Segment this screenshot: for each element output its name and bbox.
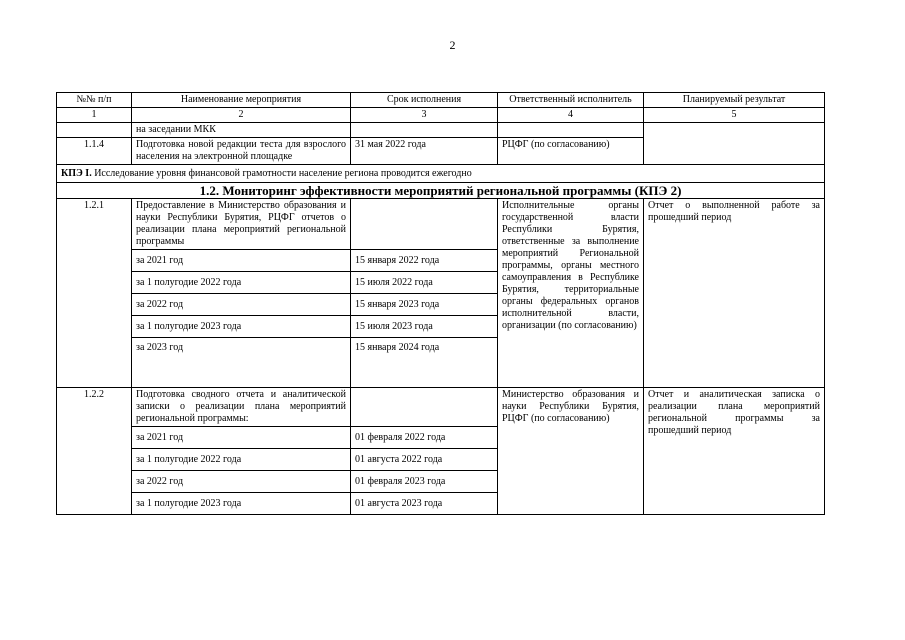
- period-label: за 2022 год: [132, 471, 351, 493]
- period-date: 15 июля 2023 года: [351, 316, 498, 338]
- header-deadline: Срок исполнения: [351, 93, 498, 108]
- col-number: 4: [498, 108, 644, 123]
- activity-name: Подготовка сводного отчета и аналитической записки о реализации плана мероприятий региональной программы:: [132, 388, 351, 427]
- period-label: за 1 полугодие 2022 года: [132, 272, 351, 294]
- activity-name: Предоставление в Министерство образования и науки Республики Бурятия, РЦФГ отчетов о реализации плана мероприятий региональной программы: [132, 199, 351, 250]
- period-date: 01 августа 2023 года: [351, 493, 498, 515]
- period-label: за 2021 год: [132, 250, 351, 272]
- col-number: 3: [351, 108, 498, 123]
- period-date: 15 января 2024 года: [351, 338, 498, 388]
- col-number: 5: [644, 108, 825, 123]
- kpe-label: КПЭ I.: [61, 168, 92, 179]
- row-number: 1.1.4: [57, 138, 132, 165]
- table-row: [57, 123, 825, 138]
- responsible: РЦФГ (по согласованию): [498, 138, 644, 165]
- page-number: 2: [449, 38, 456, 52]
- header-row: [57, 93, 825, 108]
- period-date: 15 июля 2022 года: [351, 272, 498, 294]
- period-date: 01 февраля 2023 года: [351, 471, 498, 493]
- continuation-text: на заседании МКК: [132, 123, 351, 138]
- column-number-row: [57, 108, 825, 123]
- table-row: [57, 199, 825, 250]
- deadline: 31 мая 2022 года: [351, 138, 498, 165]
- header-result: Планируемый результат: [644, 93, 825, 108]
- plan-table: [56, 92, 825, 515]
- period-label: за 2023 год: [132, 338, 351, 388]
- period-label: за 1 полугодие 2023 года: [132, 493, 351, 515]
- col-number: 1: [57, 108, 132, 123]
- responsible: Исполнительные органы государственной власти Республики Бурятия, ответственные за выполнение мероприятий Региональной программы, органы местного самоуправления в Республике Бурятия, территориальные органы федеральных органов исполнительной власти, организации (по согласованию): [498, 199, 644, 388]
- section-title: 1.2. Мониторинг эффективности мероприятий региональной программы (КПЭ 2): [57, 183, 825, 199]
- responsible: Министерство образования и науки Республики Бурятия, РЦФГ (по согласованию): [498, 388, 644, 515]
- period-date: 15 января 2022 года: [351, 250, 498, 272]
- header-num: №№ п/п: [57, 93, 132, 108]
- section-row: [57, 183, 825, 199]
- period-label: за 2022 год: [132, 294, 351, 316]
- row-number: 1.2.1: [57, 199, 132, 388]
- period-date: 15 января 2023 года: [351, 294, 498, 316]
- col-number: 2: [132, 108, 351, 123]
- table-row: [57, 388, 825, 427]
- kpe-row: [57, 165, 825, 183]
- period-label: за 2021 год: [132, 427, 351, 449]
- period-label: за 1 полугодие 2022 года: [132, 449, 351, 471]
- planned-result: Отчет о выполненной работе за прошедший период: [644, 199, 825, 388]
- period-date: 01 февраля 2022 года: [351, 427, 498, 449]
- planned-result: Отчет и аналитическая записка о реализации плана мероприятий региональной программы за прошедший период: [644, 388, 825, 515]
- period-date: 01 августа 2022 года: [351, 449, 498, 471]
- header-name: Наименование мероприятия: [132, 93, 351, 108]
- activity-name: Подготовка новой редакции теста для взрослого населения на электронной площадке: [132, 138, 351, 165]
- header-responsible: Ответственный исполнитель: [498, 93, 644, 108]
- kpe-text: Исследование уровня финансовой грамотности население региона проводится ежегодно: [91, 168, 472, 179]
- row-number: 1.2.2: [57, 388, 132, 515]
- period-label: за 1 полугодие 2023 года: [132, 316, 351, 338]
